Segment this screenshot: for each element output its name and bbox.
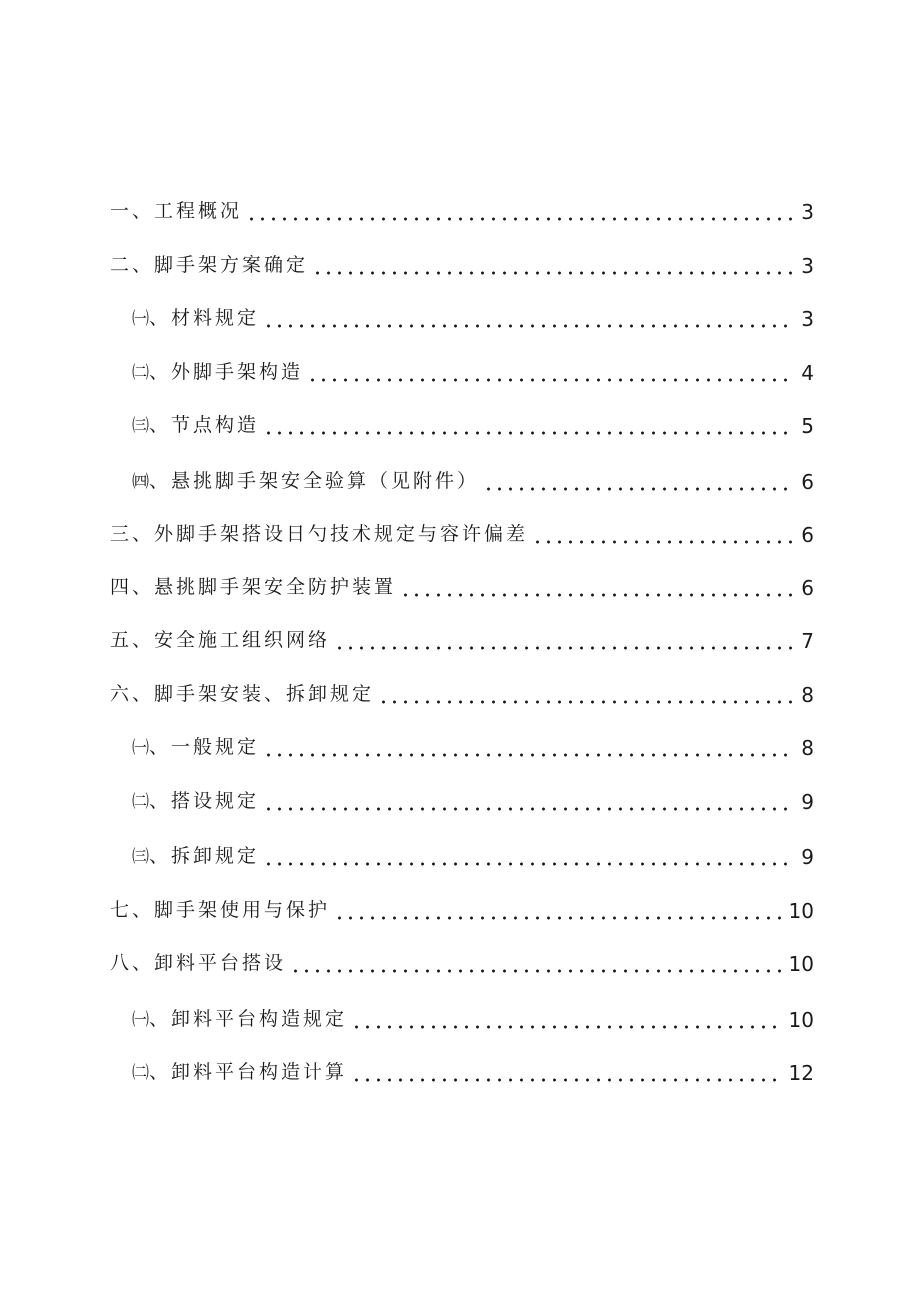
toc-entry-title-text: 四、悬挑脚手架安全防护装置 <box>110 576 397 598</box>
toc-entry[interactable] <box>0 198 814 226</box>
toc-entry-marker: ㈡ <box>132 792 149 812</box>
toc-entry-title-text: 、拆卸规定 <box>149 845 260 867</box>
toc-entry-title <box>110 949 286 978</box>
toc-entry[interactable] <box>0 1059 814 1087</box>
toc-entry[interactable] <box>0 681 814 709</box>
toc-entry-page: 7 <box>801 629 814 653</box>
toc-entry-title <box>132 467 479 496</box>
toc-entry-title <box>132 733 259 762</box>
toc-entry-title-text: 三、外脚手架搭设日勺技术规定与容许偏差 <box>110 523 529 545</box>
toc-entry-marker: ㈠ <box>132 309 149 329</box>
toc-entry-title-text: 、外脚手架构造 <box>149 361 304 383</box>
dot-leader <box>483 468 795 496</box>
dot-leader <box>246 198 795 226</box>
toc-entry[interactable] <box>0 521 814 549</box>
toc-entry-page: 6 <box>801 470 814 494</box>
dot-leader <box>290 950 783 978</box>
toc-entry-title <box>132 1058 347 1087</box>
toc-entry-title <box>132 411 259 440</box>
toc-entry-title <box>132 842 259 871</box>
toc-entry[interactable] <box>0 950 814 978</box>
toc-entry[interactable] <box>0 468 814 496</box>
dot-leader <box>378 681 795 709</box>
toc-entry-title-text: 、悬挑脚手架安全验算（见附件） <box>149 470 480 492</box>
toc-entry-title <box>110 626 330 655</box>
toc-entry[interactable] <box>0 305 814 333</box>
toc-entry-page: 3 <box>801 200 814 224</box>
toc-entry-title <box>110 896 330 925</box>
toc-entry[interactable] <box>0 359 814 387</box>
toc-entry-marker: ㈠ <box>132 1010 149 1030</box>
dot-leader <box>263 843 795 871</box>
toc-entry-title-text: 、节点构造 <box>149 414 260 436</box>
toc-entry-page: 5 <box>801 414 814 438</box>
toc-entry[interactable] <box>0 897 814 925</box>
toc-entry-title <box>132 787 259 816</box>
toc-entry-title <box>110 573 396 602</box>
toc-entry-title-text: 、卸料平台构造规定 <box>149 1008 348 1030</box>
toc-entry-marker: ㈡ <box>132 363 149 383</box>
toc-entry[interactable] <box>0 412 814 440</box>
dot-leader <box>334 897 783 925</box>
dot-leader <box>263 412 795 440</box>
toc-entry-page: 3 <box>801 307 814 331</box>
dot-leader <box>263 788 795 816</box>
toc-entry-marker: ㈣ <box>132 472 149 492</box>
dot-leader <box>532 521 795 549</box>
toc-entry-title <box>110 251 308 280</box>
toc-entry[interactable] <box>0 788 814 816</box>
toc-entry-title <box>132 304 259 333</box>
toc-entry-page: 9 <box>801 845 814 869</box>
toc-entry[interactable] <box>0 1006 814 1034</box>
toc-entry-title <box>132 358 303 387</box>
dot-leader <box>307 359 795 387</box>
toc-entry-page: 6 <box>801 576 814 600</box>
toc-entry-marker: ㈠ <box>132 738 149 758</box>
dot-leader <box>351 1059 783 1087</box>
toc-entry-title-text: 、搭设规定 <box>149 790 260 812</box>
toc-entry[interactable] <box>0 734 814 762</box>
dot-leader <box>263 305 795 333</box>
toc-entry-page: 3 <box>801 254 814 278</box>
toc-entry[interactable] <box>0 627 814 655</box>
toc-entry-page: 10 <box>788 952 814 976</box>
toc-entry-marker: ㈡ <box>132 1063 149 1083</box>
toc-entry-title-text: 一、工程概况 <box>110 200 243 222</box>
toc-entry-title-text: 七、脚手架使用与保护 <box>110 899 331 921</box>
toc-entry-title-text: 、一般规定 <box>149 736 260 758</box>
toc-entry-marker: ㈢ <box>132 847 149 867</box>
toc-entry[interactable] <box>0 574 814 602</box>
dot-leader <box>334 627 795 655</box>
toc-entry[interactable] <box>0 843 814 871</box>
dot-leader <box>263 734 795 762</box>
toc-entry-title <box>132 1005 347 1034</box>
toc-entry-page: 12 <box>788 1061 814 1085</box>
toc-entry-page: 10 <box>788 1008 814 1032</box>
toc-entry-title-text: 、卸料平台构造计算 <box>149 1061 348 1083</box>
toc-entry[interactable] <box>0 252 814 280</box>
toc-entry-page: 4 <box>801 361 814 385</box>
toc-entry-title-text: 六、脚手架安装、拆卸规定 <box>110 683 375 705</box>
toc-entry-title-text: 、材料规定 <box>149 307 260 329</box>
dot-leader <box>312 252 795 280</box>
toc-entry-page: 9 <box>801 790 814 814</box>
toc-entry-title <box>110 197 242 226</box>
dot-leader <box>351 1006 783 1034</box>
toc-entry-title-text: 五、安全施工组织网络 <box>110 629 331 651</box>
toc-entry-title <box>110 520 528 549</box>
toc-entry-title-text: 八、卸料平台搭设 <box>110 952 287 974</box>
toc-entry-marker: ㈢ <box>132 416 149 436</box>
toc-entry-title <box>110 680 374 709</box>
toc-entry-page: 8 <box>801 736 814 760</box>
toc-entry-page: 10 <box>788 899 814 923</box>
toc-entry-page: 6 <box>801 523 814 547</box>
toc-entry-title-text: 二、脚手架方案确定 <box>110 254 309 276</box>
toc-entry-page: 8 <box>801 683 814 707</box>
dot-leader <box>400 574 795 602</box>
